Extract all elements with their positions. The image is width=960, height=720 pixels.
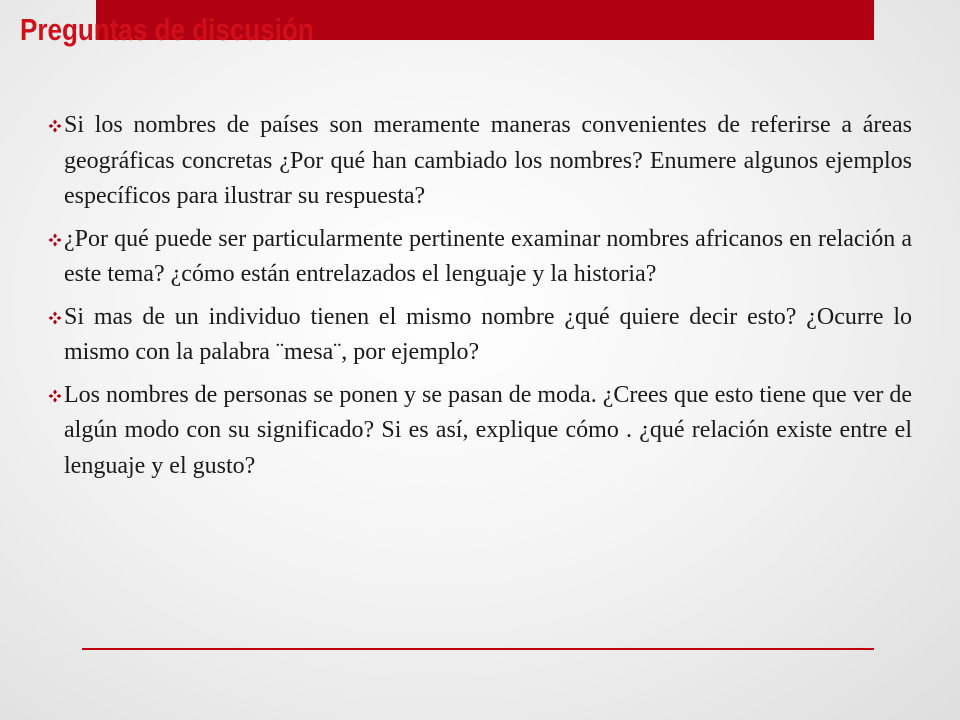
bullet-text: Si mas de un individuo tienen el mismo nombre ¿qué quiere decir esto? ¿Ocurre lo mismo con la palabra ¨mesa¨, por ejemplo? <box>64 303 912 365</box>
bullet-item <box>48 108 912 215</box>
bullet-text: Si los nombres de países son meramente maneras convenientes de referirse a áreas geográficas concretas ¿Por qué han cambiado los nombres? Enumere algunos ejemplos específicos para ilustrar su respuesta? <box>64 112 912 209</box>
diamond-bullet-icon <box>48 119 62 133</box>
bullet-item <box>48 300 912 371</box>
diamond-bullet-icon <box>48 233 62 247</box>
diamond-bullet-icon <box>48 311 62 325</box>
slide-title: Preguntas de discusión <box>20 12 314 47</box>
bullet-item <box>48 378 912 485</box>
bullet-text: Los nombres de personas se ponen y se pasan de moda. ¿Crees que esto tiene que ver de algún modo con su significado? Si es así, explique cómo . ¿qué relación existe entre el lenguaje y el gusto? <box>64 381 912 479</box>
bullet-text: ¿Por qué puede ser particularmente pertinente examinar nombres africanos en relación a este tema? ¿cómo están entrelazados el lenguaje y la historia? <box>64 225 912 287</box>
bullet-list <box>48 108 912 491</box>
diamond-bullet-icon <box>48 389 62 403</box>
bottom-divider <box>82 648 874 650</box>
bullet-item <box>48 222 912 293</box>
